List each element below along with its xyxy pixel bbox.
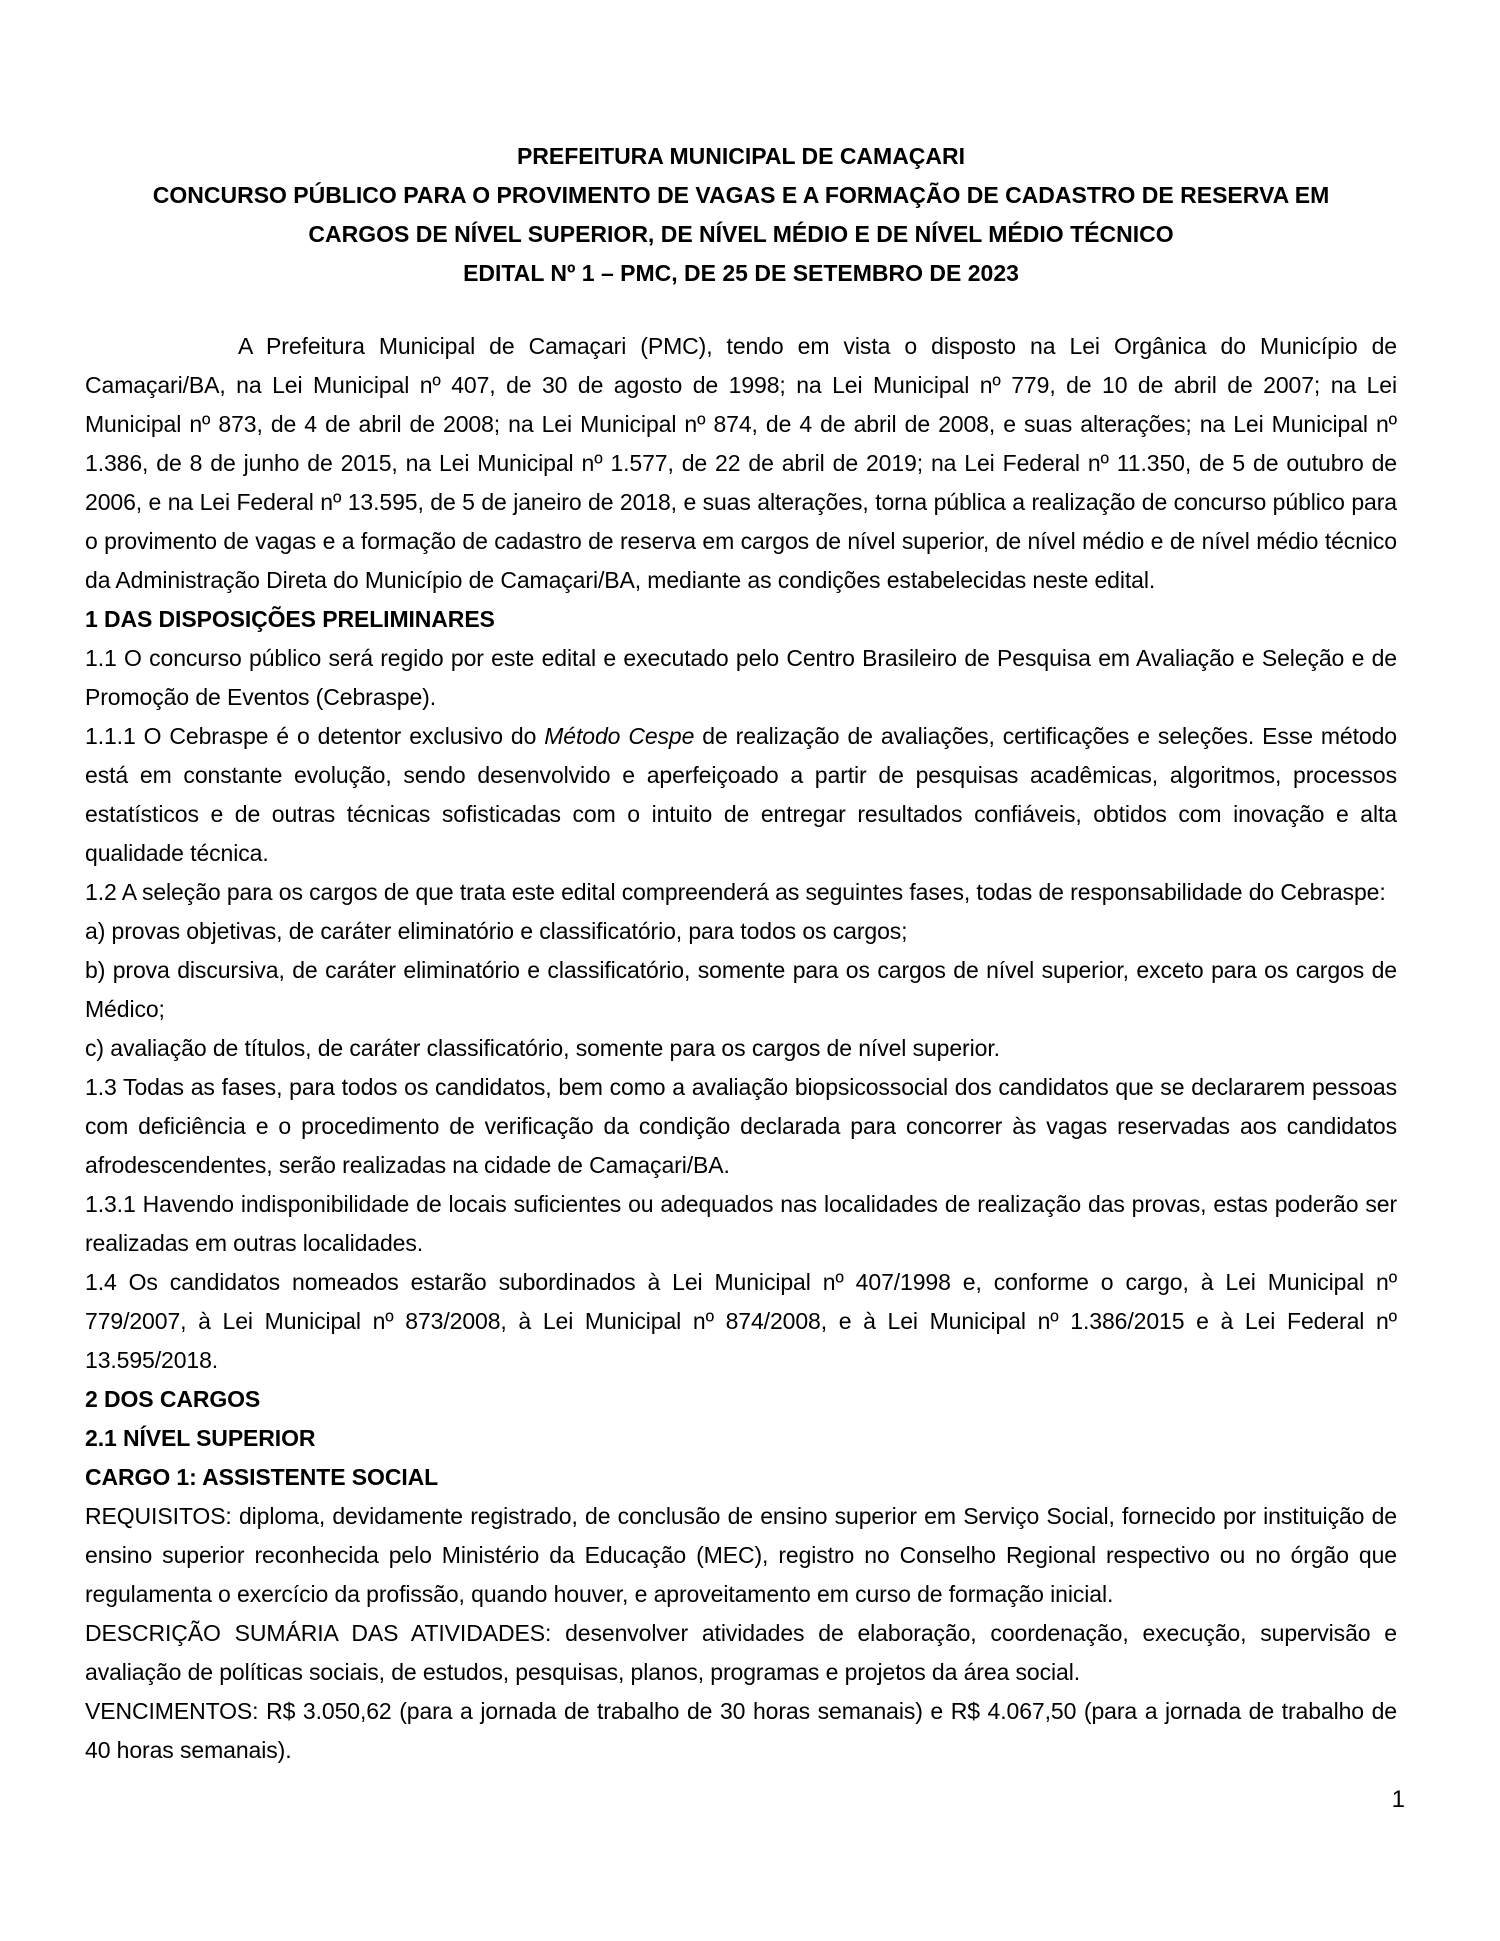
clause-1-1-1-pre: 1.1.1 O Cebraspe é o detentor exclusivo do xyxy=(85,723,545,749)
section-1-heading: 1 DAS DISPOSIÇÕES PRELIMINARES xyxy=(85,606,495,632)
list-item-c: c) avaliação de títulos, de caráter classificatório, somente para os cargos de nível superior. xyxy=(85,1035,1000,1061)
clause-1-3-1: 1.3.1 Havendo indisponibilidade de locais suficientes ou adequados nas localidades de realização das provas, estas poderão ser realizadas em outras localidades. xyxy=(85,1191,1397,1256)
clause-1-3: 1.3 Todas as fases, para todos os candidatos, bem como a avaliação biopsicossocial dos candidatos que se declararem pessoas com deficiência e o procedimento de verificação da condição declarada para concorrer às vagas reservadas aos candidatos afrodescendentes, serão realizadas na cidade de Camaçari/BA. xyxy=(85,1074,1397,1178)
document-title-line-4: EDITAL Nº 1 – PMC, DE 25 DE SETEMBRO DE 2023 xyxy=(463,260,1019,286)
document-title xyxy=(85,137,1397,293)
cargo-1-requisitos: REQUISITOS: diploma, devidamente registrado, de conclusão de ensino superior em Serviço Social, fornecido por instituição de ensino superior reconhecida pelo Ministério da Educação (MEC), registro no Conselho Regional respectivo ou no órgão que regulamenta o exercício da profissão, quando houver, e aproveitamento em curso de formação inicial. xyxy=(85,1503,1397,1607)
clause-1-1: 1.1 O concurso público será regido por este edital e executado pelo Centro Brasileiro de Pesquisa em Avaliação e Seleção e de Promoção de Eventos (Cebraspe). xyxy=(85,645,1397,710)
clause-1-1-1-post: de realização de avaliações, certificações e seleções. Esse método está em constante evolução, sendo desenvolvido e aperfeiçoado a partir de pesquisas acadêmicas, algoritmos, processos estatísticos e de outras técnicas sofisticadas com o intuito de entregar resultados confiáveis, obtidos com inovação e alta qualidade técnica. xyxy=(85,723,1397,866)
cargo-1-vencimentos: VENCIMENTOS: R$ 3.050,62 (para a jornada de trabalho de 30 horas semanais) e R$ 4.067,50 (para a jornada de trabalho de 40 horas semanais). xyxy=(85,1698,1397,1763)
section-2-heading: 2 DOS CARGOS xyxy=(85,1386,261,1412)
list-item-a: a) provas objetivas, de caráter eliminatório e classificatório, para todos os cargos; xyxy=(85,918,908,944)
cargo-1-descricao: DESCRIÇÃO SUMÁRIA DAS ATIVIDADES: desenvolver atividades de elaboração, coordenação, execução, supervisão e avaliação de políticas sociais, de estudos, pesquisas, planos, programas e projetos da área social. xyxy=(85,1620,1397,1685)
intro-paragraph: A Prefeitura Municipal de Camaçari (PMC), tendo em vista o disposto na Lei Orgânica do Município de Camaçari/BA, na Lei Municipal nº 407, de 30 de agosto de 1998; na Lei Municipal nº 779, de 10 de abril de 2007; na Lei Municipal nº 873, de 4 de abril de 2008; na Lei Municipal nº 874, de 4 de abril de 2008, e suas alterações; na Lei Municipal nº 1.386, de 8 de junho de 2015, na Lei Municipal nº 1.577, de 22 de abril de 2019; na Lei Federal nº 11.350, de 5 de outubro de 2006, e na Lei Federal nº 13.595, de 5 de janeiro de 2018, e suas alterações, torna pública a realização de concurso público para o provimento de vagas e a formação de cadastro de reserva em cargos de nível superior, de nível médio e de nível médio técnico da Administração Direta do Município de Camaçari/BA, mediante as condições estabelecidas neste edital. xyxy=(85,333,1397,593)
document-title-line-2: CONCURSO PÚBLICO PARA O PROVIMENTO DE VAGAS E A FORMAÇÃO DE CADASTRO DE RESERVA EM xyxy=(152,182,1330,208)
document-title-line-3: CARGOS DE NÍVEL SUPERIOR, DE NÍVEL MÉDIO E DE NÍVEL MÉDIO TÉCNICO xyxy=(308,221,1174,247)
document-title-line-1: PREFEITURA MUNICIPAL DE CAMAÇARI xyxy=(516,143,966,169)
clause-1-2: 1.2 A seleção para os cargos de que trata este edital compreenderá as seguintes fases, todas de responsabilidade do Cebraspe: xyxy=(85,879,1386,905)
list-item-b: b) prova discursiva, de caráter eliminatório e classificatório, somente para os cargos de nível superior, exceto para os cargos de Médico; xyxy=(85,957,1397,1022)
clause-1-1-1 xyxy=(85,717,1397,873)
metodo-cespe-italic: Método Cespe xyxy=(544,723,695,749)
section-2-1-heading: 2.1 NÍVEL SUPERIOR xyxy=(85,1425,316,1451)
cargo-1-heading: CARGO 1: ASSISTENTE SOCIAL xyxy=(85,1464,439,1490)
page-number: 1 xyxy=(1391,1786,1405,1813)
clause-1-4: 1.4 Os candidatos nomeados estarão subordinados à Lei Municipal nº 407/1998 e, conforme o cargo, à Lei Municipal nº 779/2007, à Lei Municipal nº 873/2008, à Lei Municipal nº 874/2008, e à Lei Municipal nº 1.386/2015 e à Lei Federal nº 13.595/2018. xyxy=(85,1269,1397,1373)
